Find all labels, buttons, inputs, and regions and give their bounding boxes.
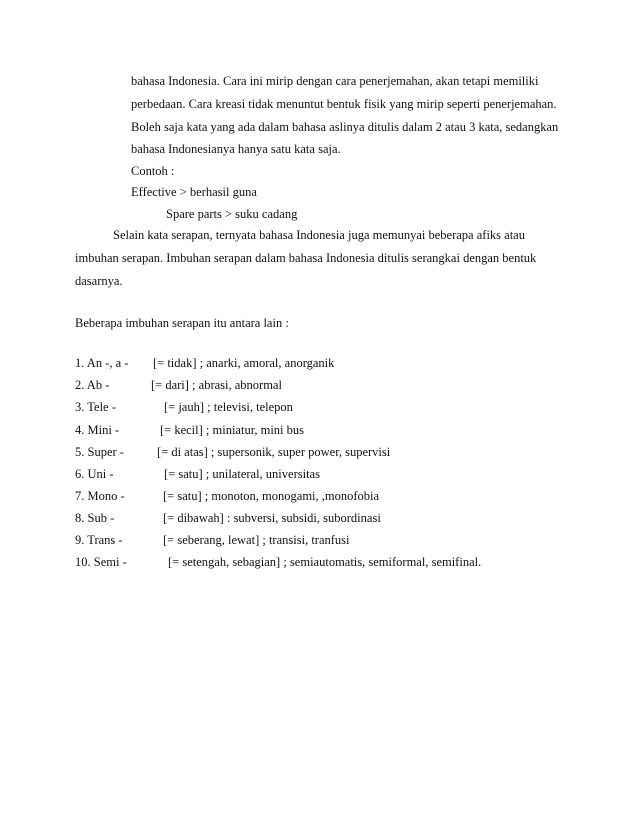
- affix-prefix: 5. Super -: [75, 445, 124, 459]
- affix-meaning: [= dibawah] : subversi, subsidi, subordinasi: [163, 511, 381, 525]
- paragraph-line: dasarnya.: [75, 274, 123, 288]
- affix-meaning: [= jauh] ; televisi, telepon: [164, 400, 293, 414]
- affix-meaning: [= satu] ; monoton, monogami, ,monofobia: [163, 489, 380, 503]
- example-item: Spare parts > suku cadang: [166, 207, 298, 221]
- affix-prefix: 7. Mono -: [75, 489, 125, 503]
- affix-prefix: 1. An -, a -: [75, 356, 129, 370]
- paragraph-line: Boleh saja kata yang ada dalam bahasa aslinya ditulis dalam 2 atau 3 kata, sedangkan: [131, 120, 559, 134]
- affix-meaning: [= setengah, sebagian] ; semiautomatis, semiformal, semifinal.: [168, 555, 482, 569]
- affix-meaning: [= seberang, lewat] ; transisi, tranfusi: [163, 533, 350, 547]
- affix-prefix: 10. Semi -: [75, 555, 127, 569]
- paragraph-line: bahasa Indonesia. Cara ini mirip dengan cara penerjemahan, akan tetapi memiliki: [131, 74, 539, 88]
- affix-prefix: 2. Ab -: [75, 378, 110, 392]
- paragraph-line: bahasa Indonesianya hanya satu kata saja.: [131, 142, 341, 156]
- affix-meaning: [= tidak] ; anarki, amoral, anorganik: [153, 356, 335, 370]
- example-item: Effective > berhasil guna: [131, 185, 257, 199]
- affix-meaning: [= dari] ; abrasi, abnormal: [151, 378, 282, 392]
- list-intro: Beberapa imbuhan serapan itu antara lain :: [75, 316, 289, 330]
- affix-meaning: [= kecil] ; miniatur, mini bus: [160, 423, 305, 437]
- paragraph-line: perbedaan. Cara kreasi tidak menuntut bentuk fisik yang mirip seperti penerjemahan.: [131, 97, 557, 111]
- paragraph-line: imbuhan serapan. Imbuhan serapan dalam bahasa Indonesia ditulis serangkai dengan bentuk: [75, 251, 537, 265]
- affix-prefix: 4. Mini -: [75, 423, 120, 437]
- affix-prefix: 6. Uni -: [75, 467, 114, 481]
- affix-meaning: [= di atas] ; supersonik, super power, supervisi: [157, 445, 391, 459]
- affix-prefix: 3. Tele -: [75, 400, 116, 414]
- affix-prefix: 8. Sub -: [75, 511, 115, 525]
- affix-meaning: [= satu] ; unilateral, universitas: [164, 467, 320, 481]
- affix-prefix: 9. Trans -: [75, 533, 123, 547]
- example-label: Contoh :: [131, 164, 175, 178]
- paragraph-line: Selain kata serapan, ternyata bahasa Indonesia juga memunyai beberapa afiks atau: [113, 228, 525, 242]
